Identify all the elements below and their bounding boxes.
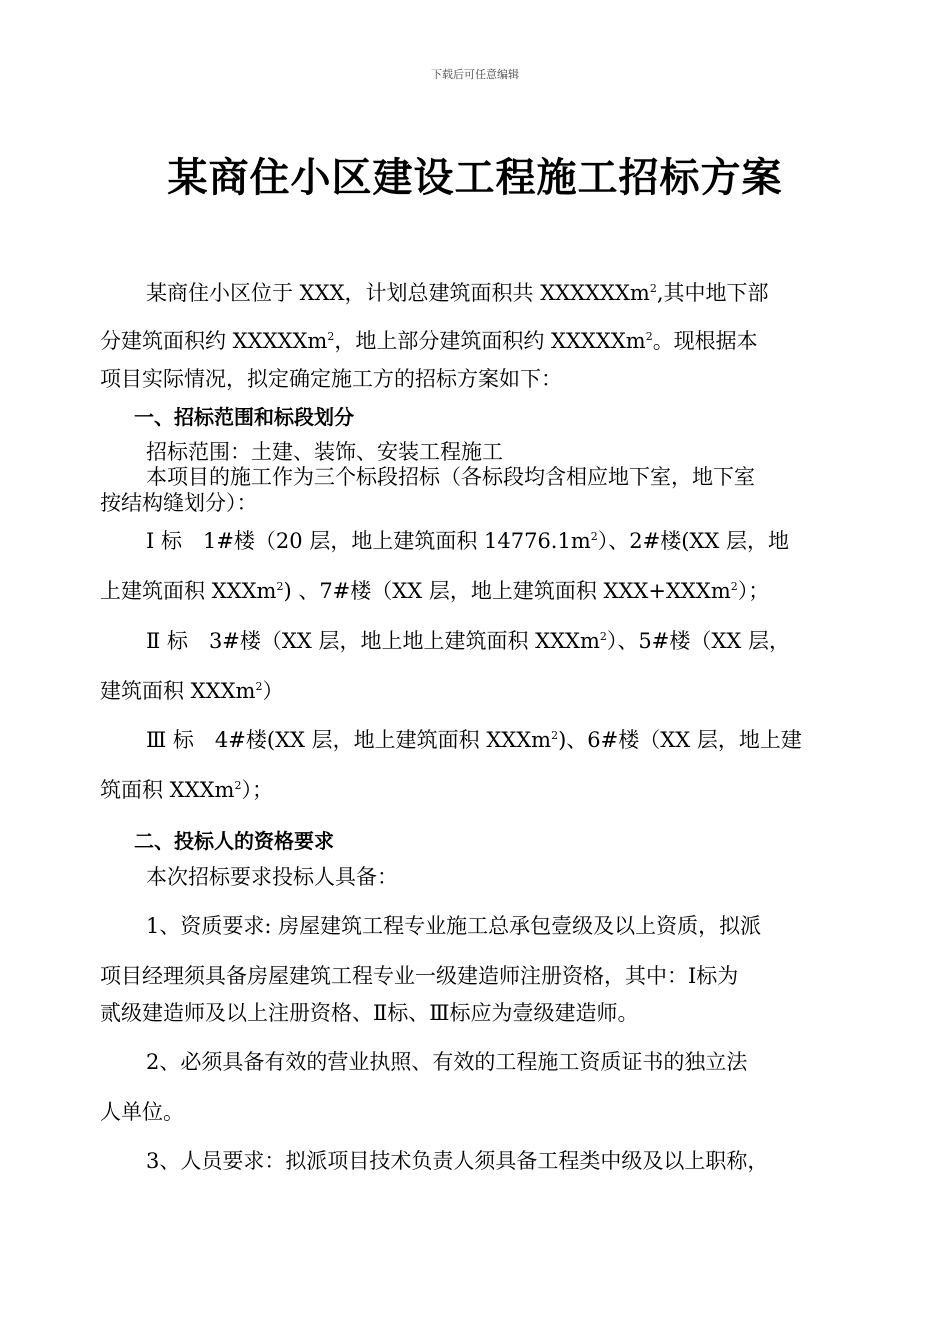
sections-line2: 按结构缝划分）： [100,491,258,515]
section2-heading: 二、投标人的资格要求 [134,829,334,853]
req1-line1: 1、资质要求: 房屋建筑工程专业施工总承包壹级及以上资质，拟派 [146,914,762,938]
scope-text: 招标范围：土建、装饰、安装工程施工 [146,440,503,464]
page-header: 下载后可任意编辑 [431,68,519,81]
sections-line1: 本项目的施工作为三个标段招标（各标段均含相应地下室，地下室 [146,465,755,489]
req2-line1: 2、必须具备有效的营业执照、有效的工程施工资质证书的独立法 [146,1050,748,1074]
lot3-line1: Ⅲ 标 4#楼(XX 层，地上建筑面积 XXXm$^2$)、6#楼（XX 层，地上建 [146,728,802,752]
req2-line2: 人单位。 [100,1100,184,1124]
lot2-line1: Ⅱ 标 3#楼（XX 层，地上地上建筑面积 XXXm$^2$）、5#楼（XX 层， [146,629,790,653]
lot1-line2: 上建筑面积 XXXm$^2$) 、7#楼（XX 层，地上建筑面积 XXX+XXXm$^2$）； [100,579,770,603]
lot3-line2: 筑面积 XXXm$^2$）； [100,778,273,802]
lot2-line2: 建筑面积 XXXm$^2$） [100,679,284,703]
req3-line1: 3、人员要求：拟派项目技术负责人须具备工程类中级及以上职称， [146,1149,769,1173]
para1-line1: 某商住小区位于 XXX，计划总建筑面积共 XXXXXXm$^2$,其中地下部 [146,281,769,305]
document-title: 某商住小区建设工程施工招标方案 [167,155,783,201]
req1-line2: 项目经理须具备房屋建筑工程专业一级建造师注册资格，其中：Ⅰ标为 [100,964,739,988]
para1-line3: 项目实际情况，拟定确定施工方的招标方案如下： [100,367,562,391]
para1-line2: 分建筑面积约 XXXXXm$^2$，地上部分建筑面积约 XXXXXm$^2$。现根据本 [100,329,758,353]
req1-line3: 贰级建造师及以上注册资格、Ⅱ标、Ⅲ标应为壹级建造师。 [100,1001,639,1025]
section1-heading: 一、招标范围和标段划分 [134,405,354,429]
requirements-intro: 本次招标要求投标人具备： [146,865,398,889]
lot1-line1: Ⅰ 标 1#楼（20 层，地上建筑面积 $14776.1m^2$）、2#楼(XX 层，地 [146,529,789,553]
